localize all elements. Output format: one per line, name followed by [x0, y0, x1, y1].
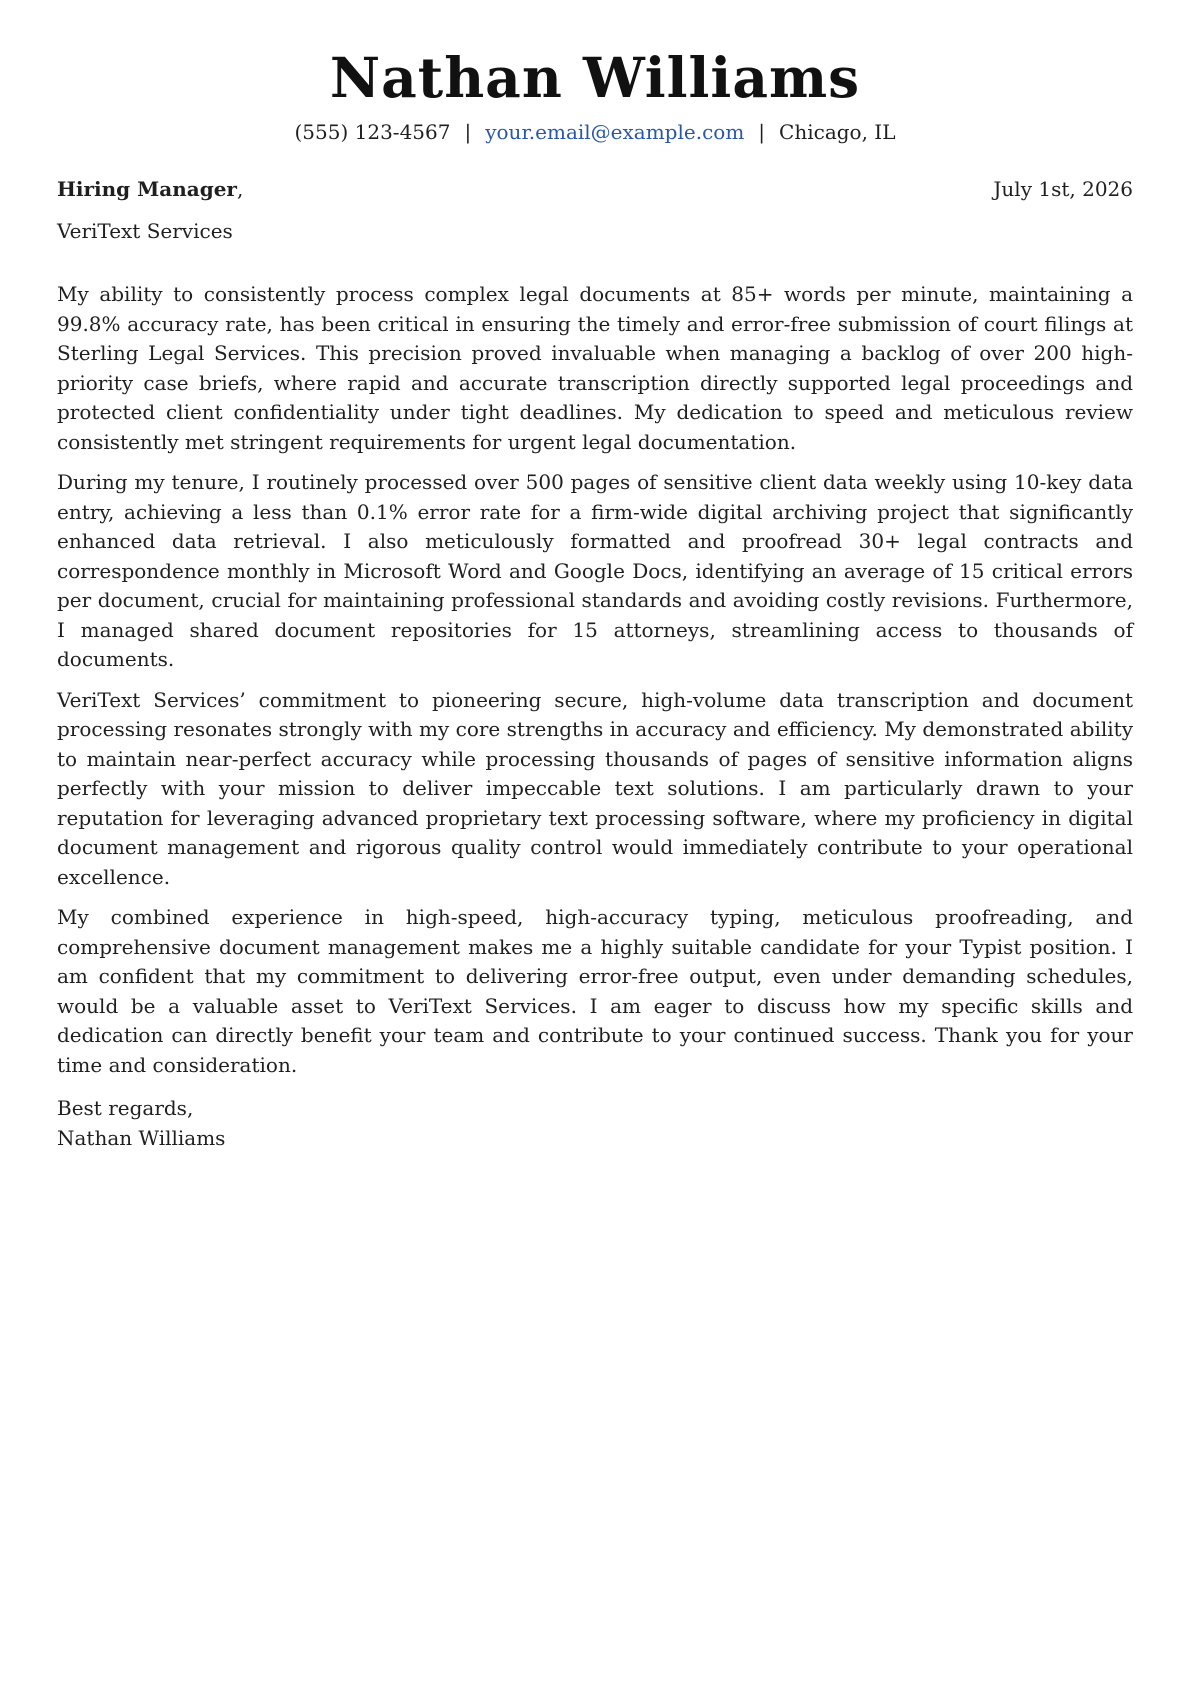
- body-paragraph: My combined experience in high-speed, high-accuracy typing, meticulous proofreading, and comprehensive document management makes me a highly suitable candidate for your Typist position. I am confident that my commitment to delivering error-free output, even under demanding schedules, would be a valuable asset to VeriText Services. I am eager to discuss how my specific skills and dedication can directly benefit your team and contribute to your continued success. Thank you for your time and consideration.: [57, 905, 1133, 1077]
- recipient-title: Hiring Manager: [57, 177, 237, 201]
- recipient-suffix: ,: [236, 177, 244, 201]
- body-paragraph: During my tenure, I routinely processed over 500 pages of sensitive client data weekly using 10-key data entry, achieving a less than 0.1% error rate for a firm-wide digital archiving project that significantly enhanced data retrieval. I also meticulously formatted and proofread 30+ legal contracts and correspondence monthly in Microsoft Word and Google Docs, identifying an average of 15 critical errors per document, crucial for maintaining professional standards and avoiding costly revisions. Furthermore, I managed shared document repositories for 15 attorneys, streamlining access to thousands of documents.: [57, 470, 1133, 671]
- applicant-name: Nathan Williams: [329, 45, 861, 110]
- contact-separator: |: [464, 120, 472, 144]
- cover-letter-page: [57, 0, 1133, 1153]
- letter-date: July 1st, 2026: [993, 177, 1133, 201]
- contact-separator: |: [758, 120, 766, 144]
- company-name: VeriText Services: [57, 219, 233, 243]
- email-link[interactable]: your.email@example.com: [485, 120, 745, 144]
- contact-line: [57, 114, 1133, 150]
- letter-body: [57, 280, 1133, 1080]
- recipient-date-row: [57, 174, 1133, 204]
- closing-block: [57, 1094, 1133, 1153]
- recipient: [57, 174, 243, 204]
- phone-number: (555) 123-4567: [294, 120, 451, 144]
- closing-phrase: Best regards,: [57, 1096, 194, 1120]
- body-paragraph: My ability to consistently process complex legal documents at 85+ words per minute, maintaining a 99.8% accuracy rate, has been critical in ensuring the timely and error-free submission of court filings at Sterling Legal Services. This precision proved invaluable when managing a backlog of over 200 high-priority case briefs, where rapid and accurate transcription directly supported legal proceedings and protected client confidentiality under tight deadlines. My dedication to speed and meticulous review consistently met stringent requirements for urgent legal documentation.: [57, 282, 1133, 454]
- signature-name: Nathan Williams: [57, 1125, 226, 1150]
- location: Chicago, IL: [779, 120, 896, 144]
- body-paragraph: VeriText Services’ commitment to pioneering secure, high-volume data transcription and document processing resonates strongly with my core strengths in accuracy and efficiency. My demonstrated ability to maintain near-perfect accuracy while processing thousands of pages of sensitive information aligns perfectly with your mission to deliver impeccable text solutions. I am particularly drawn to your reputation for leveraging advanced proprietary text processing software, where my proficiency in digital document management and rigorous quality control would immediately contribute to your operational excellence.: [57, 687, 1133, 889]
